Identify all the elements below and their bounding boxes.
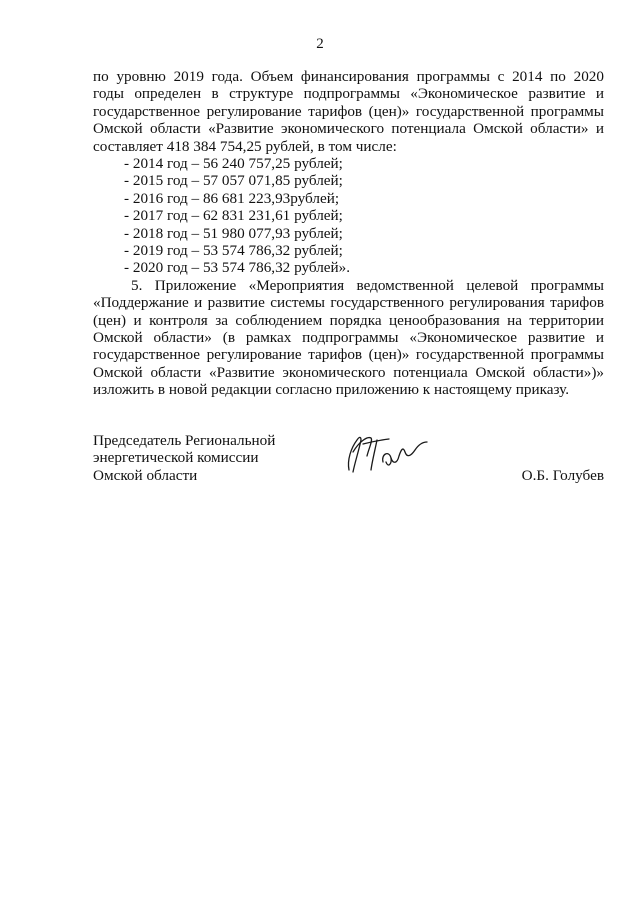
handwritten-signature: [341, 430, 431, 478]
paragraph-line: составляет 418 384 754,25 рублей, в том числе:: [93, 137, 397, 155]
paragraph-line: по уровню 2019 года. Объем финансирования программы с 2014 по 2020: [93, 68, 604, 85]
paragraph-line: государственное регулирование тарифов (цен)» государственной программы: [93, 102, 604, 120]
list-item: - 2015 год – 57 057 071,85 рублей;: [124, 172, 343, 190]
document-body: [93, 68, 604, 399]
signatory-position-line: Председатель Региональной: [93, 432, 276, 449]
funding-by-year-list: [93, 155, 604, 277]
list-item: - 2014 год – 56 240 757,25 рублей;: [124, 155, 343, 173]
list-item: - 2020 год – 53 574 786,32 рублей».: [124, 259, 351, 277]
paragraph-line: Омской области» (в рамках подпрограммы «Экономическое развитие и: [93, 328, 604, 346]
paragraph-line: Омской области «Развитие экономического потенциала Омской области»)»: [93, 363, 604, 381]
signatory-position: [93, 432, 275, 484]
paragraph-5: [93, 277, 604, 399]
paragraph-line: государственное регулирование тарифов (цен)» государственной программы: [93, 346, 604, 364]
signature-block: [93, 432, 604, 502]
list-item: - 2018 год – 51 980 077,93 рублей;: [124, 224, 343, 242]
list-item: - 2016 год – 86 681 223,93рублей;: [124, 189, 340, 207]
signatory-position-line: Омской области: [93, 466, 198, 484]
page-number: 2: [316, 36, 324, 52]
paragraph-line: изложить в новой редакции согласно приложению к настоящему приказу.: [93, 381, 570, 399]
paragraph-line: «Поддержание и развитие системы государственного регулирования тарифов: [93, 294, 604, 312]
paragraph-line: (цен) и контроля за соблюдением порядка ценообразования на территории: [93, 311, 604, 329]
signatory-name: О.Б. Голубев: [521, 466, 604, 484]
paragraph-intro: [93, 68, 604, 155]
list-item: - 2017 год – 62 831 231,61 рублей;: [124, 207, 343, 225]
paragraph-line: 5. Приложение «Мероприятия ведомственной целевой программы: [131, 276, 604, 294]
list-item: - 2019 год – 53 574 786,32 рублей;: [124, 241, 343, 259]
signatory-position-line: энергетической комиссии: [93, 449, 259, 467]
paragraph-line: Омской области «Развитие экономического потенциала Омской области» и: [93, 120, 604, 138]
paragraph-line: годы определен в структуре подпрограммы «Экономическое развитие и: [93, 85, 604, 103]
